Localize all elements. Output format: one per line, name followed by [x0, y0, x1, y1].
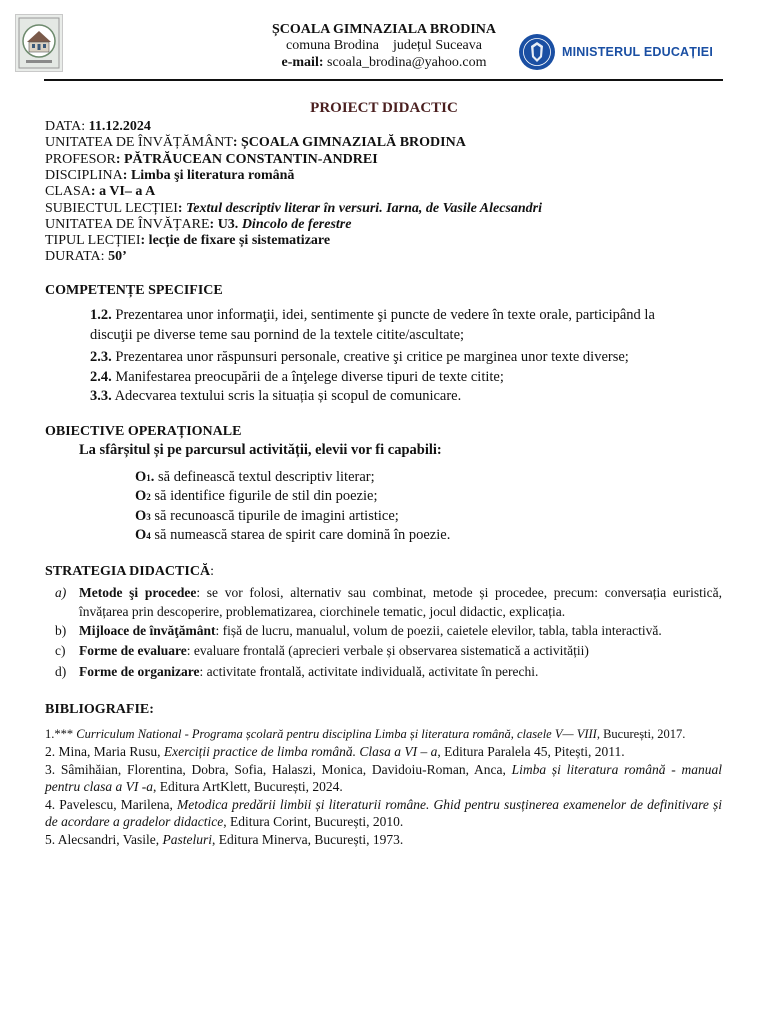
- commune: comuna Brodina: [286, 38, 379, 53]
- learning-unit-code: : U3.: [209, 217, 242, 232]
- objective-text: să numească starea de spirit care domină în poezie.: [150, 527, 451, 543]
- unit-value: : ȘCOALA GIMNAZIALĂ BRODINA: [232, 135, 466, 150]
- strategy-label: c): [55, 643, 66, 658]
- subject-value: Textul descriptiv literar în versuri. Iarna, de Vasile Alecsandri: [186, 201, 543, 216]
- bib-author: 4. Pavelescu, Marilena,: [45, 797, 177, 812]
- strategy-desc: : activitate frontală, activitate individuală, activitate în perechi.: [199, 664, 539, 679]
- competence-item: [90, 305, 730, 325]
- strategy-text: [79, 583, 722, 621]
- strategy-title: STRATEGIA DIDACTICĂ: [45, 564, 211, 579]
- objective-sub: 4: [146, 531, 151, 541]
- objective-code: O: [135, 508, 147, 524]
- info-lesson-type: [45, 233, 330, 249]
- strategy-item: [0, 583, 768, 623]
- competence-code: 2.4.: [90, 369, 112, 385]
- bibliography-item: [45, 726, 722, 743]
- objective-item: [135, 487, 377, 508]
- bibliography-item: [45, 831, 722, 848]
- objective-text: să recunoască tipurile de imagini artistice;: [150, 508, 399, 524]
- competences-heading: COMPETENȚE SPECIFICE: [45, 283, 223, 298]
- email-address[interactable]: scoala_brodina@yahoo.com: [327, 55, 487, 70]
- duration-colon: :: [100, 249, 109, 264]
- subject-colon: :: [177, 201, 187, 216]
- lesson-type-value: : lecție de fixare și sistematizare: [140, 233, 331, 248]
- competence-text: Prezentarea unor informaţii, idei, sentimente şi puncte de vedere în texte orale, participând la: [111, 307, 655, 323]
- bib-author: 5. Alecsandri, Vasile,: [45, 832, 163, 847]
- lesson-type-label: TIPUL LECȚIEI: [45, 233, 141, 248]
- strategy-text: [79, 641, 722, 660]
- competence-item: [90, 367, 730, 387]
- competence-text: discuţii pe diverse teme sau pornind de la textele citite/ascultate;: [90, 327, 465, 343]
- bib-title: Metodica predării limbii și literaturii române. Ghid pentru susținerea examenelor de definitivare și de acordare a gradelor didactice: [45, 797, 722, 829]
- bibliography-item: [45, 743, 722, 760]
- info-professor: [45, 152, 378, 168]
- competence-text: Prezentarea unor răspunsuri personale, creative şi critice pe marginea unor texte diverse;: [111, 349, 629, 365]
- unit-label: UNITATEA DE ÎNVĂȚĂMÂNT: [45, 135, 233, 150]
- strategy-desc: : evaluare frontală (aprecieri verbale și observarea sistematică a activității): [186, 643, 589, 658]
- strategy-desc: : fișă de lucru, manualul, volum de poezii, caietele elevilor, tabla, tabla interactivă.: [215, 623, 662, 638]
- objective-sep: .: [150, 469, 155, 485]
- strategy-text: [79, 662, 722, 681]
- strategy-desc: : se vor folosi, alternativ sau combinat, metode și procedee, precum: conversația euristică, învățarea prin descoperire, problematizarea, ciorchinele tematic, jocul didactic, explicația.: [79, 585, 722, 619]
- bib-publisher: , Editura Minerva, București, 1973.: [211, 832, 404, 847]
- class-value: : a VI– a A: [90, 184, 156, 199]
- info-subject: [45, 201, 542, 217]
- objective-item: [135, 507, 399, 528]
- competence-code: 2.3.: [90, 349, 112, 365]
- date-value: 11.12.2024: [88, 119, 151, 134]
- bibliography-item: [45, 796, 722, 830]
- objective-item: [135, 526, 450, 547]
- learning-unit-label: UNITATEA DE ÎNVĂȚARE: [45, 217, 210, 232]
- strategy-colon: :: [210, 564, 214, 579]
- objective-sub: 1: [146, 473, 151, 483]
- info-class: [45, 184, 155, 200]
- strategy-item: [0, 662, 768, 682]
- school-name: ȘCOALA GIMNAZIALA BRODINA: [271, 22, 497, 37]
- bib-author: 2. Mina, Maria Rusu,: [45, 744, 164, 759]
- bib-publisher: , București, 2017.: [596, 727, 686, 741]
- competence-text: Adecvarea textului scris la situația și scopul de comunicare.: [111, 388, 462, 404]
- objective-text: să definească textul descriptiv literar;: [154, 469, 375, 485]
- subject-label: SUBIECTUL LECȚIEI: [45, 201, 178, 216]
- competence-code: 1.2.: [90, 307, 112, 323]
- professor-label: PROFESOR: [45, 152, 116, 167]
- info-learning-unit: [45, 217, 351, 233]
- strategy-text: [79, 621, 722, 640]
- ministry-logo: [518, 32, 713, 72]
- bibliography-heading: BIBLIOGRAFIE:: [45, 702, 154, 717]
- info-duration: [45, 249, 127, 265]
- bib-author: 1.***: [45, 727, 77, 741]
- email-label: e-mail:: [281, 55, 324, 70]
- objectives-intro: La sfârșitul și pe parcursul activității, elevii vor fi capabili:: [79, 442, 442, 458]
- strategy-item: [0, 641, 768, 661]
- class-label: CLASA: [45, 184, 91, 199]
- competence-item: [90, 347, 730, 367]
- duration-value: 50’: [108, 249, 127, 264]
- duration-label: DURATA: [45, 249, 101, 264]
- objective-item: [135, 468, 375, 489]
- discipline-value: : Limba şi literatura română: [122, 168, 295, 183]
- info-discipline: [45, 168, 294, 184]
- learning-unit-title: Dincolo de ferestre: [241, 217, 352, 232]
- county: județul Suceava: [392, 38, 482, 53]
- strategy-term: Metode şi procedee: [79, 585, 197, 600]
- bib-author: 3. Sâmihăian, Florentina, Dobra, Sofia, Halaszi, Monica, Davidoiu-Roman, Anca,: [45, 762, 512, 777]
- competence-item: [90, 325, 730, 345]
- info-unit: [45, 135, 466, 151]
- bib-publisher: , Editura Paralela 45, Pitești, 2011.: [437, 744, 625, 759]
- bib-publisher: , Editura Corint, București, 2010.: [223, 814, 404, 829]
- header-divider: [44, 79, 723, 81]
- bib-title: Pasteluri: [162, 832, 212, 847]
- strategy-term: Forme de evaluare: [79, 643, 187, 658]
- objective-sub: 2: [146, 492, 151, 502]
- info-date: [45, 119, 151, 135]
- competence-item: [90, 386, 730, 406]
- competence-text: Manifestarea preocupării de a înţelege diverse tipuri de texte citite;: [111, 369, 504, 385]
- bib-publisher: , Editura ArtKlett, București, 2024.: [152, 779, 343, 794]
- competence-code: 3.3.: [90, 388, 112, 404]
- strategy-heading: [45, 564, 214, 580]
- strategy-term: Forme de organizare: [79, 664, 200, 679]
- romania-coat-of-arms-seal-icon: [518, 33, 556, 71]
- bib-title: Exerciții practice de limba română. Clasa a VI – a: [163, 744, 438, 759]
- strategy-label: a): [55, 585, 67, 600]
- discipline-label: DISCIPLINA: [45, 168, 123, 183]
- bib-title: Curriculum National - Programa școlară pentru disciplina Limba și literatura română, clasele V— VIII: [76, 727, 597, 741]
- strategy-term: Mijloace de învăţământ: [79, 623, 216, 638]
- strategy-label: b): [55, 623, 67, 638]
- objective-code: O: [135, 488, 147, 504]
- objectives-heading: OBIECTIVE OPERAȚIONALE: [45, 424, 242, 439]
- strategy-label: d): [55, 664, 67, 679]
- objective-text: să identifice figurile de stil din poezie;: [150, 488, 378, 504]
- bib-title: Limba și literatura română - manual pentru clasa a VI -a: [45, 762, 722, 794]
- date-label: DATA:: [45, 119, 86, 134]
- ministry-name: MINISTERUL EDUCAȚIEI: [562, 45, 713, 59]
- page-title: PROIECT DIDACTIC: [310, 100, 458, 116]
- professor-value: : PĂTRĂUCEAN CONSTANTIN-ANDREI: [115, 152, 378, 167]
- bibliography-item: [45, 761, 722, 795]
- strategy-item: [0, 621, 768, 641]
- objective-code: O: [135, 527, 147, 543]
- objective-code: O: [135, 469, 147, 485]
- objective-sub: 3: [146, 512, 151, 522]
